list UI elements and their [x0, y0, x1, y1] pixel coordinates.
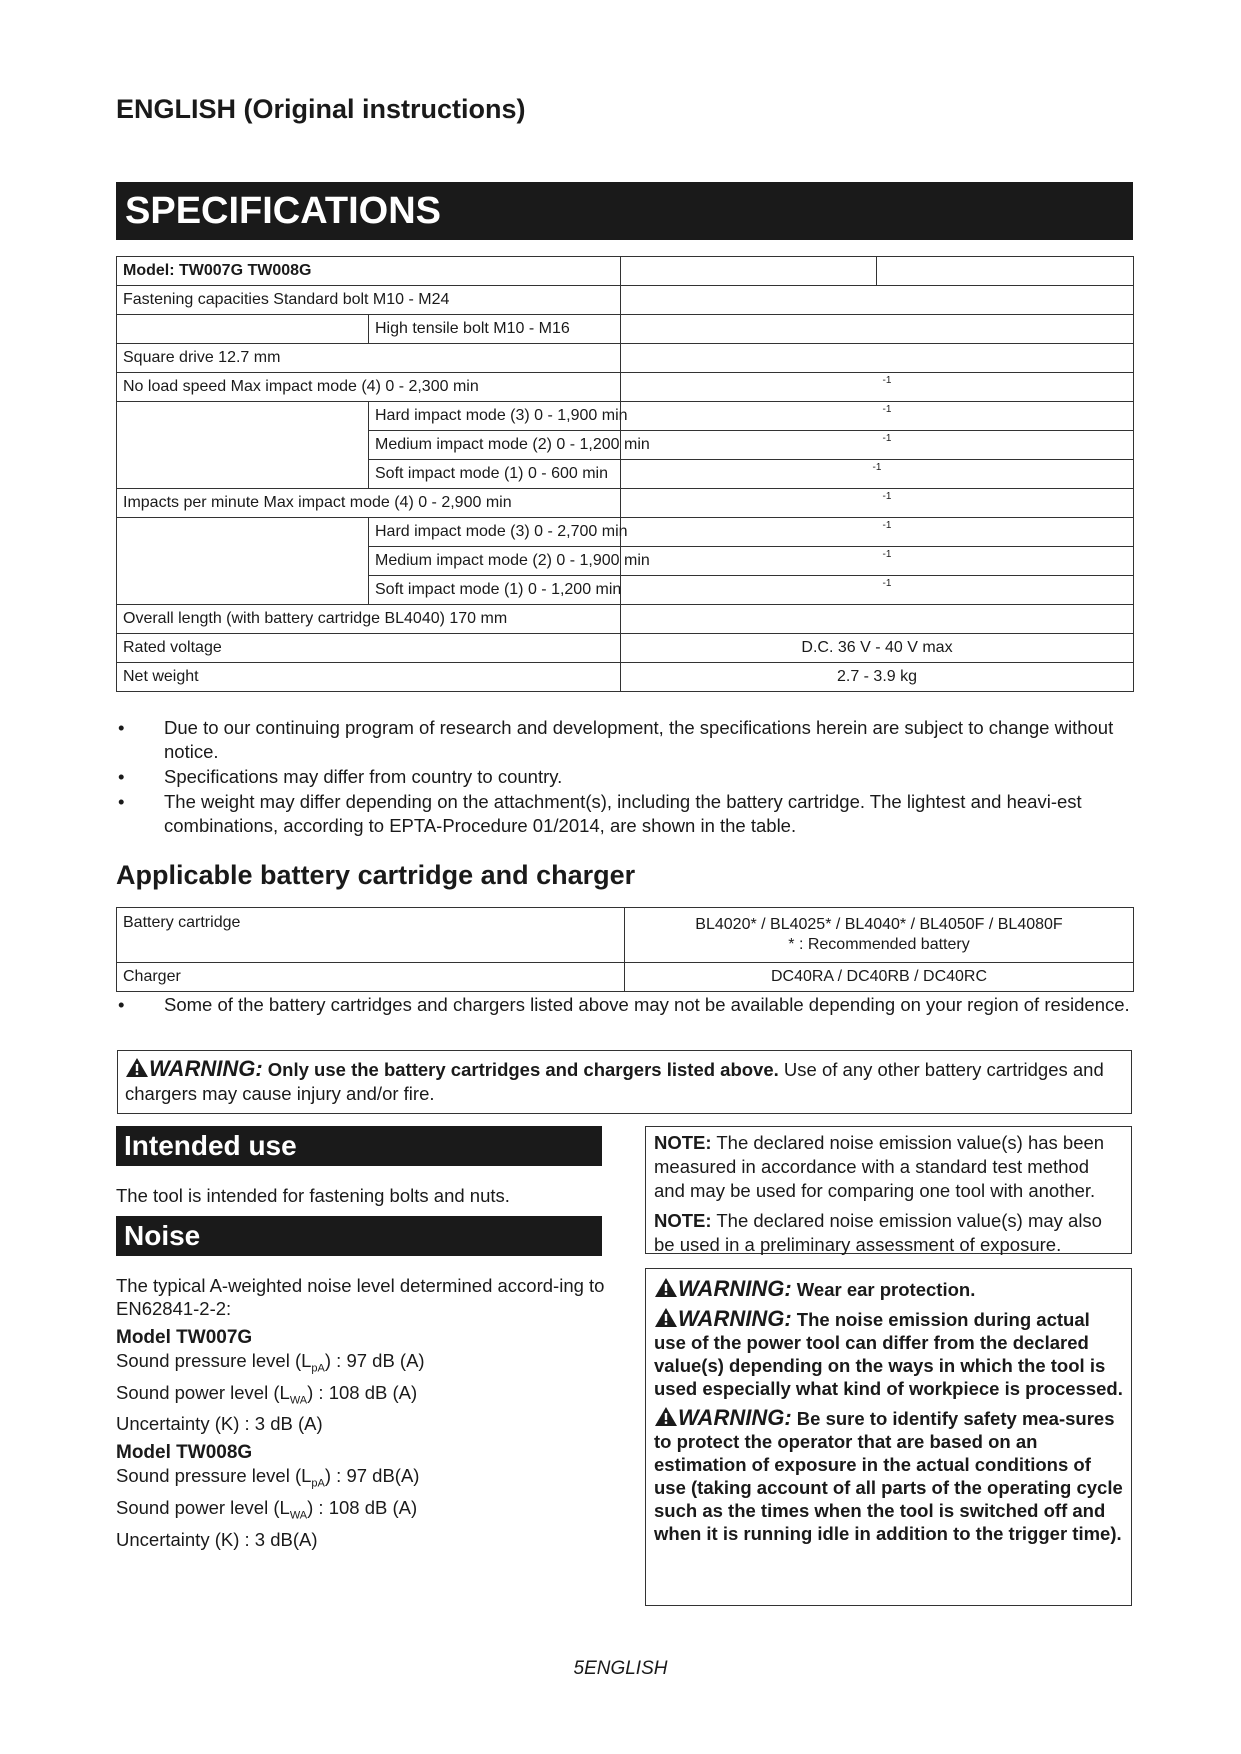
- note-item: [654, 1131, 1123, 1203]
- intended-use-text: The tool is intended for fastening bolts and nuts.: [116, 1185, 510, 1206]
- warning-label: WARNING:: [149, 1056, 263, 1081]
- tw008g-sound-pressure: [116, 1464, 606, 1496]
- noise-section: [116, 1274, 606, 1551]
- spec-model-value-2: [877, 257, 1134, 286]
- table-row: [117, 547, 1134, 576]
- table-row: [117, 908, 1134, 963]
- model-tw007g-heading: Model TW007G: [116, 1327, 253, 1348]
- spec-label-cell: Fastening capacities Standard bolt M10 - M24: [117, 286, 621, 315]
- model-tw008g-heading: Model TW008G: [116, 1442, 253, 1464]
- tw007g-sound-pressure: [116, 1349, 606, 1381]
- spec-value-cell: [621, 605, 1134, 634]
- spec-value-cell: [621, 286, 1134, 315]
- spec-empty-cell: [117, 431, 369, 460]
- spec-value-cell: [621, 460, 1134, 489]
- power-value: ) : 108 dB (A): [307, 1497, 418, 1519]
- warning-bold-text: Only use the battery cartridges and chargers listed above.: [267, 1059, 779, 1080]
- unit-superscript: -1: [882, 578, 892, 589]
- table-row: [117, 576, 1134, 605]
- power-value: ) : 108 dB (A): [307, 1381, 418, 1403]
- pressure-label: Sound pressure level (L: [116, 1465, 312, 1487]
- document-header: ENGLISH (Original instructions): [116, 94, 526, 124]
- charger-value: DC40RA / DC40RB / DC40RC: [625, 963, 1134, 992]
- note-label: NOTE:: [654, 1132, 712, 1153]
- spec-label-cell: Rated voltage: [117, 634, 621, 663]
- spec-value-cell: [621, 373, 1134, 402]
- warning-text: The noise emission during actual use of the power tool can differ from the declared value(s) depending on the ways in which the tool is used especially what kind of workpiece is processed.: [654, 1309, 1123, 1399]
- pressure-subscript: pA: [311, 1478, 325, 1491]
- note-text: The declared noise emission value(s) has been measured in accordance with a standard test method and may be used for comparing one tool with another.: [654, 1132, 1105, 1201]
- battery-section-heading: Applicable battery cartridge and charger: [116, 860, 636, 890]
- table-row: [117, 605, 1134, 634]
- spec-value-cell: [621, 402, 1134, 431]
- tw007g-sound-power: [116, 1381, 606, 1413]
- unit-superscript: -1: [882, 520, 892, 531]
- battery-table: [116, 907, 1134, 992]
- note-item: [654, 1209, 1123, 1257]
- spec-value-cell: [621, 547, 1134, 576]
- warning-triangle-icon: [654, 1277, 678, 1298]
- spec-empty-cell: [117, 315, 369, 344]
- spec-sub-cell: Soft impact mode (1) 0 - 600 min: [369, 460, 621, 489]
- spec-label-cell: Square drive 12.7 mm: [117, 344, 621, 373]
- spec-value-cell: [621, 431, 1134, 460]
- warning-item: [654, 1307, 1123, 1400]
- spec-value-cell: [621, 576, 1134, 605]
- battery-notes: [116, 993, 1133, 1018]
- table-row: [117, 344, 1134, 373]
- note-text: The declared noise emission value(s) may also be used in a preliminary assessment of exposure.: [654, 1210, 1102, 1255]
- pressure-subscript: pA: [311, 1362, 325, 1375]
- page-footer: 5ENGLISH: [573, 1658, 668, 1679]
- table-row: [117, 460, 1134, 489]
- power-label: Sound power level (L: [116, 1381, 290, 1403]
- warning-text: Use of any other battery cartridges and chargers may cause injury and/or fire.: [125, 1059, 1104, 1104]
- pressure-value: ) : 97 dB(A): [324, 1465, 420, 1487]
- unit-superscript: -1: [882, 491, 892, 502]
- specifications-table: [116, 256, 1134, 692]
- table-row: [117, 489, 1134, 518]
- spec-value-cell: D.C. 36 V - 40 V max: [621, 634, 1134, 663]
- noise-heading: Noise: [116, 1216, 602, 1256]
- pressure-label: Sound pressure level (L: [116, 1350, 312, 1371]
- table-row: [117, 431, 1134, 460]
- battery-cartridge-label: Battery cartridge: [117, 908, 625, 963]
- specification-notes: [116, 716, 1133, 839]
- specifications-banner: SPECIFICATIONS: [116, 182, 1133, 240]
- spec-value-cell: [621, 518, 1134, 547]
- spec-model-value-1: [621, 257, 877, 286]
- tw008g-sound-power: [116, 1496, 606, 1528]
- table-row: [117, 257, 1134, 286]
- warning-triangle-icon: [654, 1406, 678, 1427]
- spec-label-cell: Overall length (with battery cartridge BL4040) 170 mm: [117, 605, 621, 634]
- table-row: [117, 315, 1134, 344]
- unit-superscript: -1: [882, 375, 892, 386]
- warning-text: Be sure to identify safety mea-sures to protect the operator that are based on an estimation of exposure in the actual conditions of use (taking account of all parts of the operating cycle such as the times when the tool is switched off and when it is running idle in addition to the trigger time).: [654, 1408, 1123, 1544]
- spec-value-cell: [621, 315, 1134, 344]
- spec-label-cell: Impacts per minute Max impact mode (4) 0 - 2,900 min: [117, 489, 621, 518]
- list-item: • Due to our continuing program of research and development, the specifications herein are subject to change without notice.: [116, 716, 1133, 764]
- power-subscript: WA: [289, 1394, 308, 1407]
- battery-cartridge-models: BL4020* / BL4025* / BL4040* / BL4050F / BL4080F: [695, 916, 1063, 933]
- spec-empty-cell: [117, 518, 369, 547]
- list-item: • The weight may differ depending on the attachment(s), including the battery cartridge. The lightest and heavi-est combinations, according to EPTA-Procedure 01/2014, are shown in the table.: [116, 790, 1133, 838]
- battery-cartridge-value: [625, 908, 1134, 963]
- power-label: Sound power level (L: [116, 1497, 290, 1519]
- intended-use-heading: Intended use: [116, 1126, 602, 1166]
- unit-superscript: -1: [882, 433, 892, 444]
- unit-superscript: -1: [872, 462, 882, 473]
- spec-empty-cell: [117, 460, 369, 489]
- warning-item: [654, 1406, 1123, 1545]
- spec-label-cell: Net weight: [117, 663, 621, 692]
- battery-recommended-note: * : Recommended battery: [788, 936, 970, 953]
- power-subscript: WA: [289, 1509, 308, 1522]
- list-item: • Specifications may differ from country to country.: [116, 765, 1133, 789]
- spec-model-cell: Model: TW007G TW008G: [117, 257, 621, 286]
- noise-warnings-box: [645, 1268, 1132, 1606]
- spec-label-cell: No load speed Max impact mode (4) 0 - 2,300 min: [117, 373, 621, 402]
- spec-value-cell: 2.7 - 3.9 kg: [621, 663, 1134, 692]
- table-row: [117, 634, 1134, 663]
- spec-sub-cell: Medium impact mode (2) 0 - 1,200 min: [369, 431, 621, 460]
- warning-triangle-icon: [654, 1307, 678, 1328]
- pressure-value: ) : 97 dB (A): [324, 1350, 425, 1371]
- spec-sub-cell: High tensile bolt M10 - M16: [369, 315, 621, 344]
- warning-text: Wear ear protection.: [796, 1279, 976, 1300]
- table-row: [117, 286, 1134, 315]
- warning-label: WARNING:: [678, 1306, 792, 1331]
- battery-warning-box: [117, 1050, 1132, 1114]
- unit-superscript: -1: [882, 549, 892, 560]
- spec-empty-cell: [117, 576, 369, 605]
- tw007g-uncertainty: Uncertainty (K) : 3 dB (A): [116, 1413, 323, 1435]
- warning-label: WARNING:: [678, 1405, 792, 1430]
- spec-sub-cell: Soft impact mode (1) 0 - 1,200 min: [369, 576, 621, 605]
- spec-sub-cell: Hard impact mode (3) 0 - 1,900 min: [369, 402, 621, 431]
- warning-item: [654, 1277, 1123, 1301]
- spec-value-cell: [621, 344, 1134, 373]
- table-row: [117, 518, 1134, 547]
- table-row: [117, 373, 1134, 402]
- noise-notes-box: [645, 1126, 1132, 1254]
- charger-label: Charger: [117, 963, 625, 992]
- warning-label: WARNING:: [678, 1276, 792, 1301]
- list-item: • Some of the battery cartridges and chargers listed above may not be available depending on your region of residence.: [116, 993, 1133, 1017]
- spec-empty-cell: [117, 402, 369, 431]
- unit-superscript: -1: [882, 404, 892, 415]
- spec-sub-cell: Medium impact mode (2) 0 - 1,900 min: [369, 547, 621, 576]
- warning-triangle-icon: [125, 1057, 149, 1078]
- spec-empty-cell: [117, 547, 369, 576]
- table-row: [117, 963, 1134, 992]
- table-row: [117, 402, 1134, 431]
- spec-value-cell: [621, 489, 1134, 518]
- tw008g-uncertainty: Uncertainty (K) : 3 dB(A): [116, 1528, 318, 1550]
- noise-intro: The typical A-weighted noise level determined accord-ing to EN62841-2-2:: [116, 1275, 605, 1319]
- note-label: NOTE:: [654, 1210, 712, 1231]
- table-row: [117, 663, 1134, 692]
- spec-sub-cell: Hard impact mode (3) 0 - 2,700 min: [369, 518, 621, 547]
